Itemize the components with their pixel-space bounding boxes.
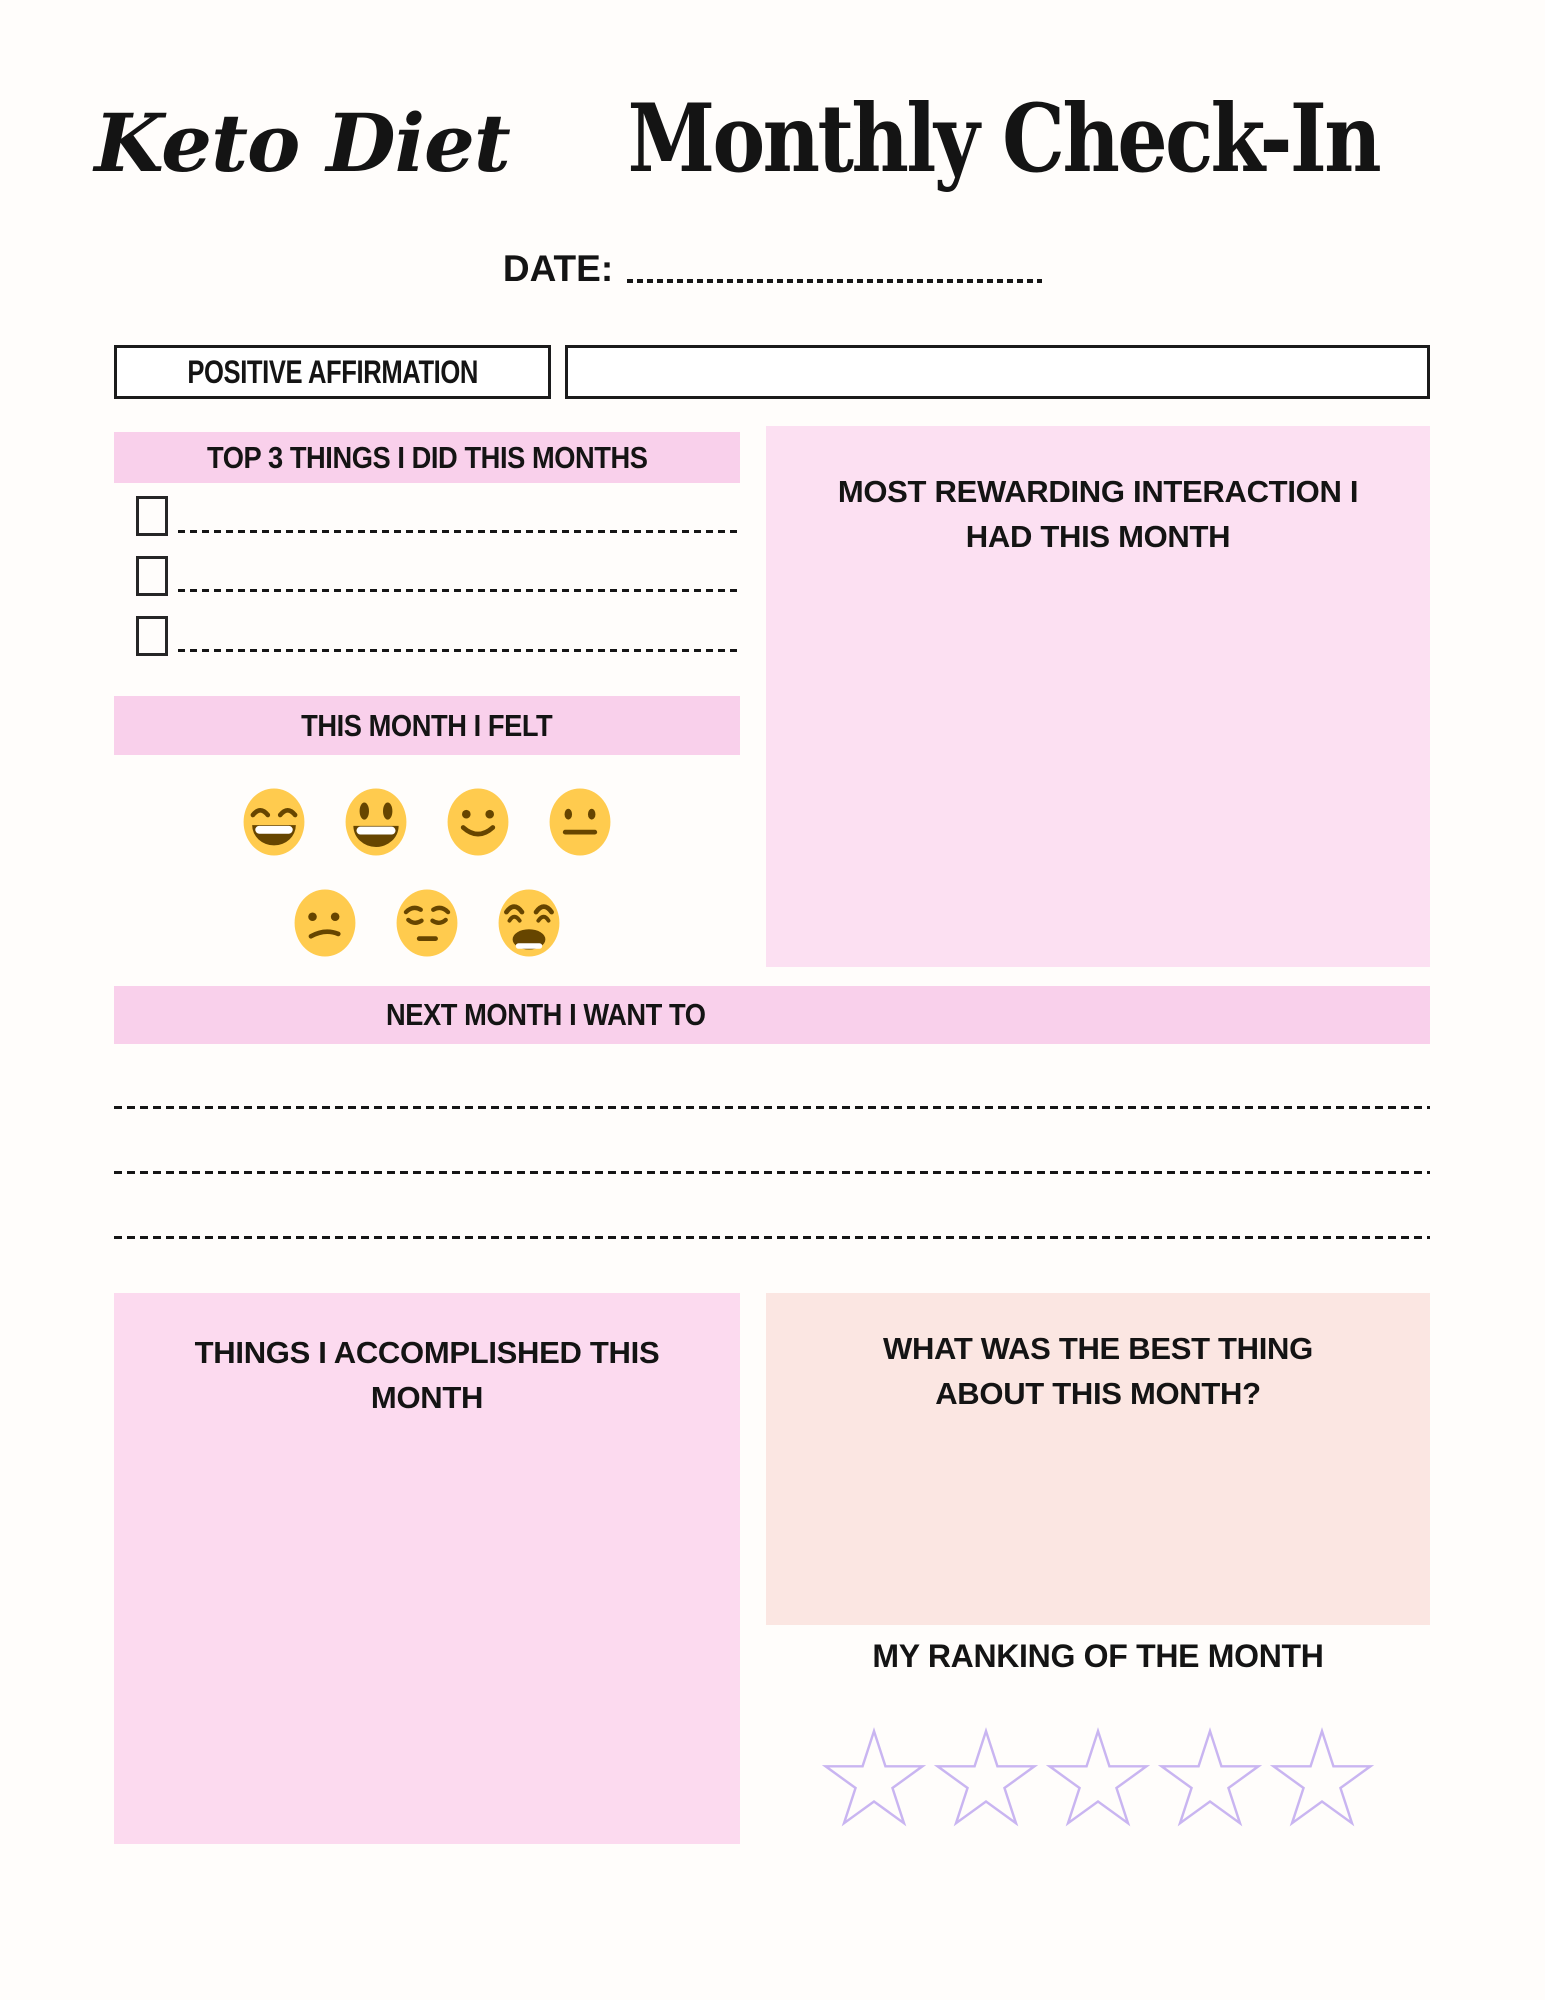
date-row	[0, 248, 1545, 290]
top3-write-line-3[interactable]	[178, 649, 740, 652]
top3-checkbox-1[interactable]	[136, 496, 168, 536]
rating-star-icon[interactable]	[1158, 1726, 1262, 1828]
slightly-smiling-face-emoji[interactable]	[439, 782, 517, 862]
mood-header-label: THIS MONTH I FELT	[301, 707, 553, 743]
neutral-face-emoji[interactable]	[541, 782, 619, 862]
mood-emoji-row-1	[114, 782, 740, 862]
rewarding-interaction-panel[interactable]	[766, 426, 1430, 967]
page-title: Monthly Check-In	[627, 84, 1380, 194]
positive-affirmation-input[interactable]	[565, 345, 1430, 399]
best-thing-title: WHAT WAS THE BEST THING ABOUT THIS MONTH?	[883, 1331, 1313, 1411]
ranking-stars	[766, 1726, 1430, 1828]
mood-header-banner	[114, 696, 740, 755]
title-script: Keto Diet	[94, 96, 510, 190]
next-month-write-line-1[interactable]	[114, 1106, 1430, 1109]
rating-star-icon[interactable]	[822, 1726, 926, 1828]
rating-star-icon[interactable]	[934, 1726, 1038, 1828]
top3-write-line-2[interactable]	[178, 589, 740, 592]
date-label: DATE:	[502, 248, 614, 289]
weary-face-emoji[interactable]	[490, 883, 568, 963]
best-thing-panel[interactable]	[766, 1293, 1430, 1625]
date-write-line[interactable]	[627, 279, 1042, 283]
positive-affirmation-label: POSITIVE AFFIRMATION	[187, 353, 478, 390]
accomplished-title: THINGS I ACCOMPLISHED THIS MONTH	[194, 1335, 660, 1415]
next-month-write-line-2[interactable]	[114, 1171, 1430, 1174]
next-month-write-line-3[interactable]	[114, 1236, 1430, 1239]
confused-face-emoji[interactable]	[286, 883, 364, 963]
rating-star-icon[interactable]	[1046, 1726, 1150, 1828]
rating-star-icon[interactable]	[1270, 1726, 1374, 1828]
ranking-title: MY RANKING OF THE MONTH	[872, 1638, 1324, 1674]
top3-header-banner	[114, 432, 740, 483]
positive-affirmation-label-box	[114, 345, 551, 399]
top3-checkbox-3[interactable]	[136, 616, 168, 656]
mood-emoji-row-2	[114, 883, 740, 963]
top3-header-label: TOP 3 THINGS I DID THIS MONTHS	[206, 439, 648, 475]
grinning-face-with-big-eyes-emoji[interactable]	[337, 782, 415, 862]
pensive-face-emoji[interactable]	[388, 883, 466, 963]
grinning-face-with-smiling-eyes-emoji[interactable]	[235, 782, 313, 862]
rewarding-interaction-title: MOST REWARDING INTERACTION I HAD THIS MONTH	[837, 474, 1359, 554]
top3-write-line-1[interactable]	[178, 530, 740, 533]
next-month-header-label: NEXT MONTH I WANT TO	[386, 997, 706, 1032]
page-header	[0, 84, 1545, 194]
top3-checkbox-2[interactable]	[136, 556, 168, 596]
next-month-header-banner	[114, 986, 1430, 1044]
accomplished-panel[interactable]	[114, 1293, 740, 1844]
